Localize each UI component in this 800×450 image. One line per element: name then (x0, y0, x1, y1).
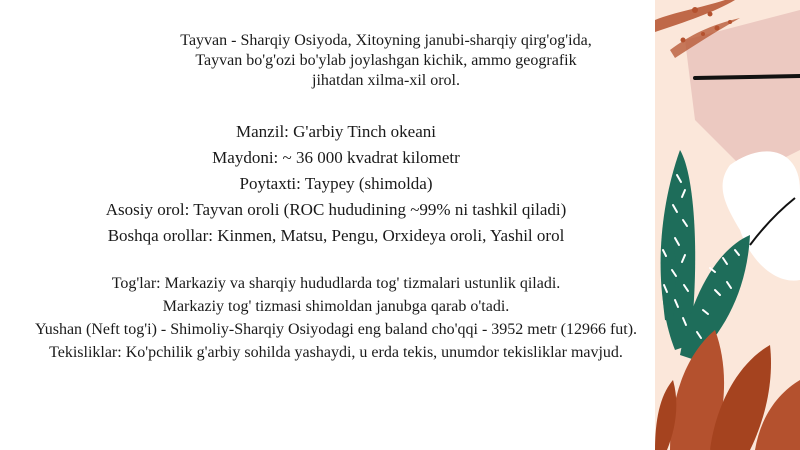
fact-main-island: Asosiy orol: Tayvan oroli (ROC hududining ~99% ni tashkil qiladi) (105, 200, 567, 219)
intro-paragraph: Tayvan - Sharqiy Osiyoda, Xitoyning janubi-sharqiy qirg'og'ida, Tayvan bo'g'ozi bo'ylab joylashgan kichik, ammo geografik jihatdan xilma-xil orol. (180, 32, 592, 89)
fact-location: Manzil: G'arbiy Tinch okeani (236, 122, 436, 141)
detail-plains: Tekisliklar: Ko'pchilik g'arbiy sohilda yashaydi, u erda tekis, unumdor tekisliklar mavjud. (49, 344, 623, 361)
geography-details-list (20, 272, 652, 364)
fact-other-islands: Boshqa orollar: Kinmen, Matsu, Pengu, Orxideya oroli, Yashil orol (107, 226, 565, 245)
black-brush-line (695, 76, 800, 78)
detail-central-range: Markaziy tog' tizmasi shimoldan janubga qarab o'tadi. (162, 298, 510, 315)
detail-mountains: Tog'lar: Markaziy va sharqiy hududlarda tog' tizmalari ustunlik qiladi. (111, 275, 561, 292)
facts-list (20, 119, 652, 249)
fact-capital: Poytaxti: Taypey (shimolda) (239, 174, 433, 193)
detail-yushan: Yushan (Neft tog'i) - Shimoliy-Sharqiy Osiyodagi eng baland cho'qqi - 3952 metr (12966 fut). (34, 321, 638, 338)
fact-area: Maydoni: ~ 36 000 kvadrat kilometr (212, 148, 460, 167)
decorative-botanical-panel (655, 0, 800, 450)
